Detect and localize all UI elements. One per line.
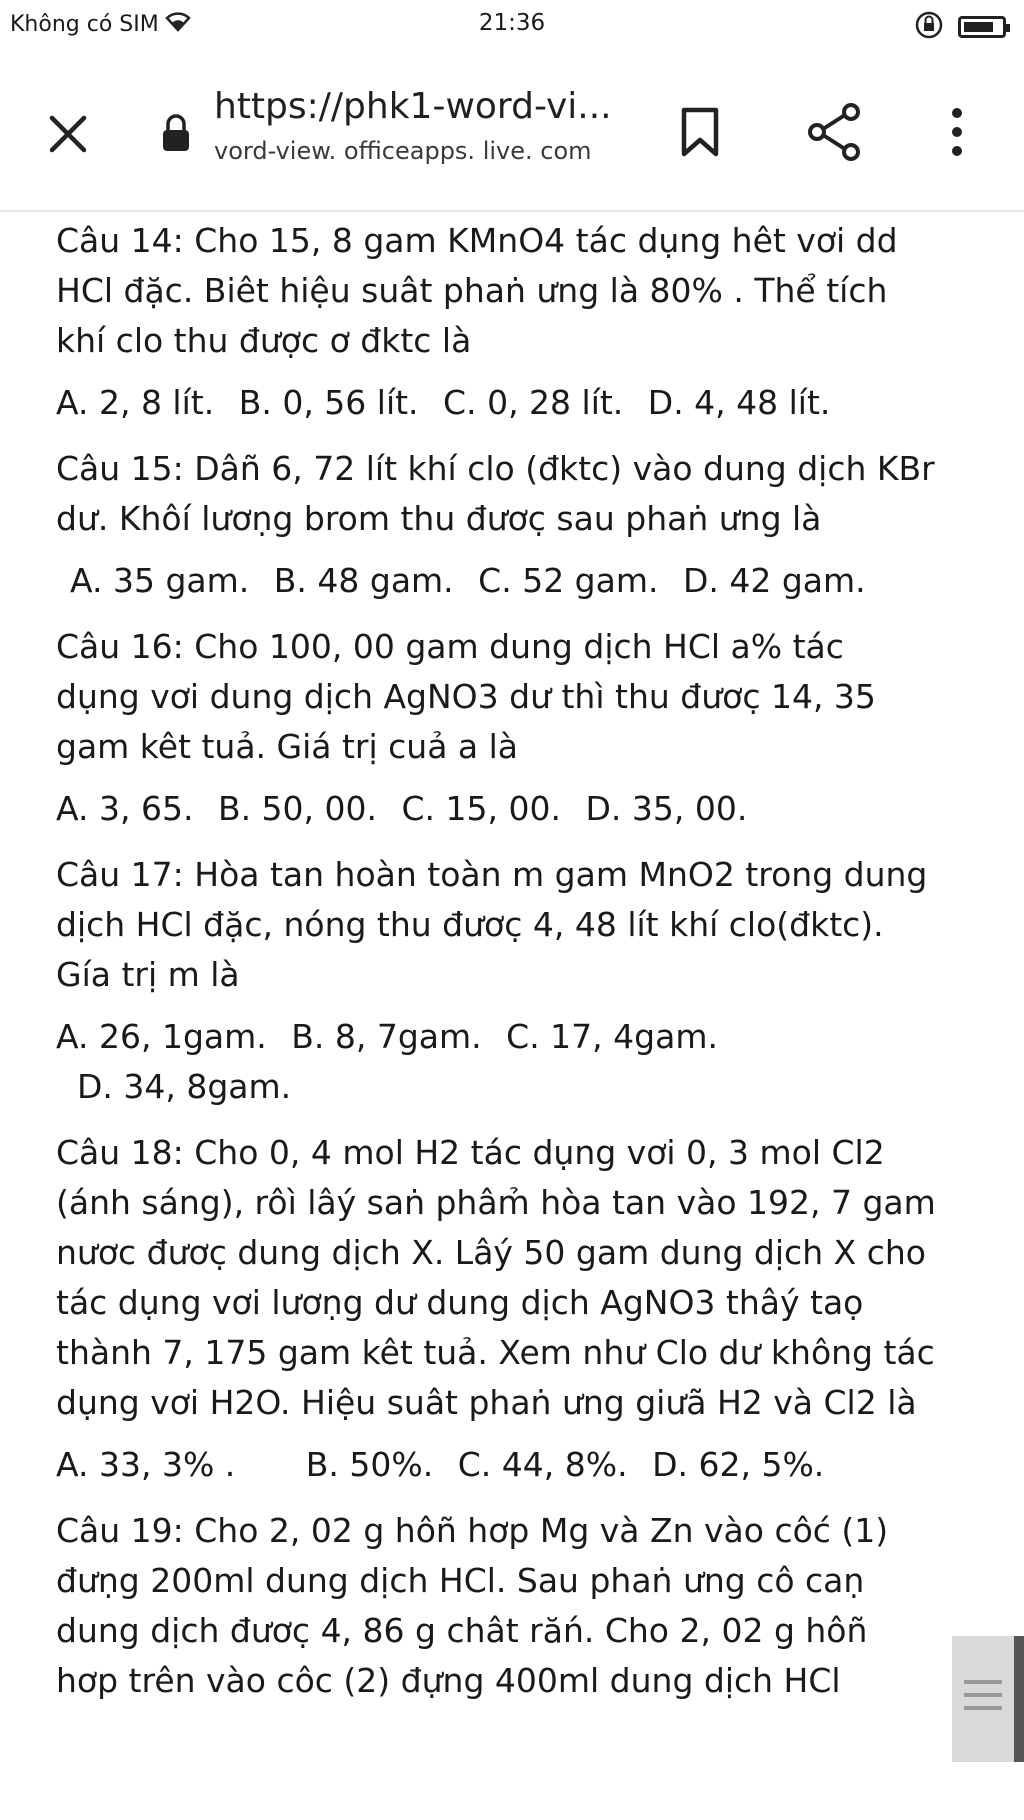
status-right (914, 10, 1006, 44)
share-icon[interactable] (806, 100, 866, 164)
answer-b: B. 0, 56 lít. (238, 383, 419, 422)
answer-b: B. 50%. (305, 1445, 434, 1484)
answer-d: D. 4, 48 lít. (647, 383, 831, 422)
question-17: Câu 17: Hòa tan hoàn toàn m gam MnO2 trong dung dịch HCl đặc, nóng thu đươc̣ 4, 48 lít khí clo(đktc). Gía trị m là (56, 855, 928, 994)
question-19: Câu 19: Cho 2, 02 g hôñ hơp Mg và Zn vào côć (1) đưṇg 200ml dung dịch HCl. Sau phaṅ ưng cô caṇ dung dịch đươc̣ 4, 86 g chât răń. Cho 2, 02 g hôñ hơp trên vào côc (2) đựng 400ml dung dịch HCl (56, 1511, 889, 1700)
answer-a: A. 3, 65. (56, 789, 194, 828)
answers-14 (56, 378, 936, 428)
answer-c: C. 52 gam. (478, 561, 659, 600)
answer-a: A. 35 gam. (70, 561, 250, 600)
answers-18 (56, 1440, 936, 1490)
answer-d: D. 35, 00. (585, 789, 748, 828)
answers-17 (56, 1012, 936, 1112)
answer-b: B. 50, 00. (217, 789, 378, 828)
answer-b: B. 8, 7gam. (291, 1017, 482, 1056)
answer-c: C. 44, 8%. (457, 1445, 628, 1484)
answer-c: C. 15, 00. (401, 789, 561, 828)
answer-d: D. 42 gam. (682, 561, 866, 600)
url-main: https://phk1-word-vi... (214, 86, 612, 127)
battery-icon (958, 16, 1006, 38)
scrollbar-thumb[interactable] (952, 1636, 1024, 1762)
url-field[interactable] (214, 86, 634, 165)
answer-c: C. 0, 28 lít. (443, 383, 624, 422)
answer-a: A. 26, 1gam. (56, 1017, 267, 1056)
answer-a: A. 33, 3% . (56, 1445, 236, 1484)
grip-icon (964, 1680, 1002, 1719)
close-icon[interactable] (40, 106, 96, 162)
answer-d: D. 62, 5%. (652, 1445, 825, 1484)
question-14: Câu 14: Cho 15, 8 gam KMnO4 tác dụng hêt vơi dd HCl đặc. Biêt hiệu suât phaṅ ưng là 80% . Thể tích khí clo thu được ơ đktc là (56, 221, 898, 360)
carrier-label: Không có SIM (10, 11, 159, 37)
answer-c: C. 17, 4gam. (506, 1017, 718, 1056)
answers-15 (56, 556, 936, 606)
url-domain: vord-view. officeapps. live. com (214, 137, 592, 165)
answer-d: D. 34, 8gam. (76, 1067, 292, 1106)
bookmark-icon[interactable] (676, 102, 724, 162)
answer-b: B. 48 gam. (273, 561, 454, 600)
clock: 21:36 (478, 10, 546, 36)
browser-toolbar (0, 50, 1024, 212)
rotation-lock-icon (914, 10, 944, 44)
question-18: Câu 18: Cho 0, 4 mol H2 tác dụng vơi 0, 3 mol Cl2 (ánh sáng), rôì lâý saṅ phâm̉ hòa tan vào 192, 7 gam nươc đươc̣ dung dịch X. Lâý 50 gam dung dịch X cho tác dụng vơi lươṇg dư dung dịch AgNO3 thâý taọ thành 7, 175 gam kêt tuả. Xem như Clo dư không tác dụng vơi H2O. Hiệu suât phaṅ ưng giưã H2 và Cl2 là (56, 1133, 936, 1422)
question-16: Câu 16: Cho 100, 00 gam dung dịch HCl a% tác dụng vơi dung dịch AgNO3 dư thì thu đươc̣ 14, 35 gam kêt tuả. Giá trị cuả a là (56, 627, 876, 766)
document-content (56, 216, 936, 1718)
status-bar (0, 0, 1024, 50)
more-options-icon[interactable] (942, 100, 972, 164)
answer-a: A. 2, 8 lít. (56, 383, 215, 422)
question-15: Câu 15: Dâñ 6, 72 lít khí clo (đktc) vào dung dịch KBr dư. Khôí lươṇg brom thu đươc̣ sau phaṅ ưng là (56, 449, 935, 538)
answers-16 (56, 784, 936, 834)
lock-icon[interactable] (156, 108, 196, 158)
